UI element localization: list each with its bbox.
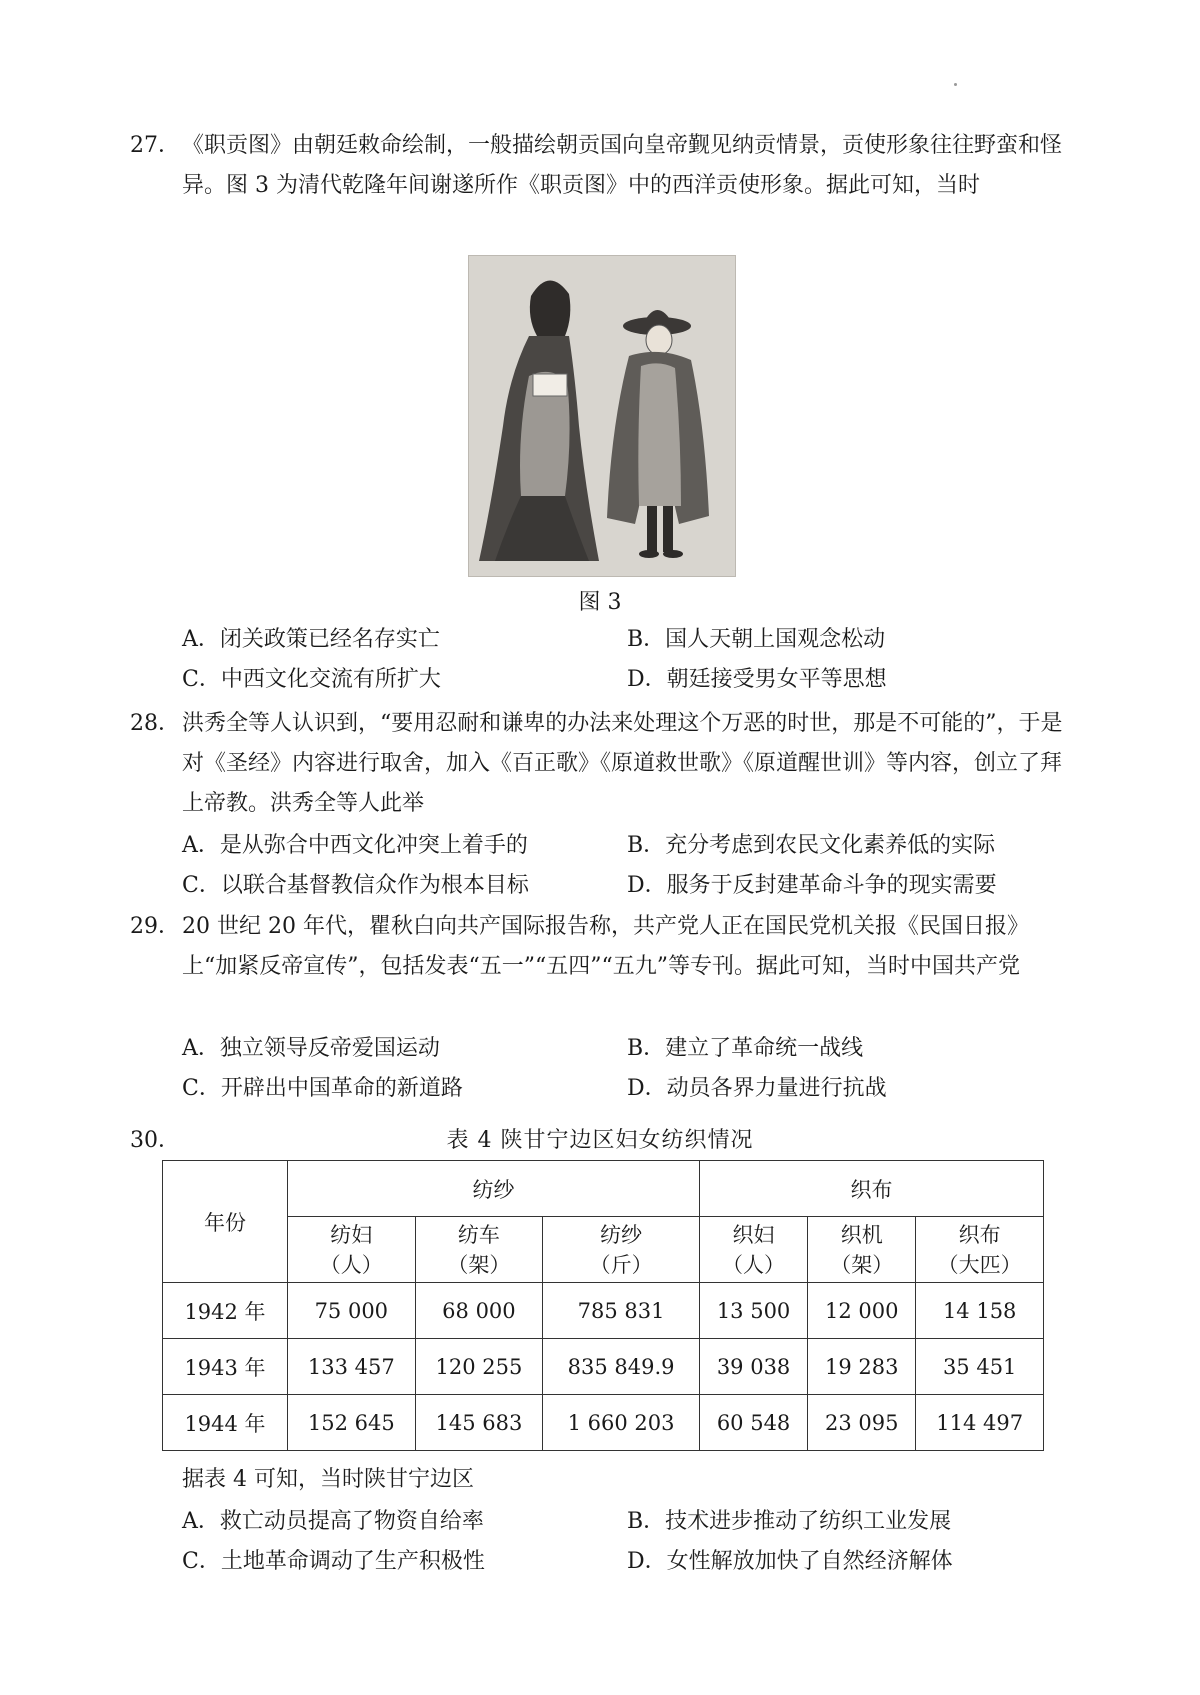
option-a[interactable]: A．独立领导反帝爱国运动 [182,1036,440,1061]
table-row [163,1283,1044,1339]
table-cell: 75 000 [288,1283,416,1339]
table-cell: 1942 年 [163,1283,288,1339]
question-number: 29． [130,914,180,939]
option-b[interactable]: B．充分考虑到农民文化素养低的实际 [627,833,996,858]
column-header: 纺纱 （斤） [543,1217,700,1283]
table-cell: 835 849.9 [543,1339,700,1395]
question-number: 27． [130,133,180,158]
table-cell: 133 457 [288,1339,416,1395]
table-cell: 145 683 [415,1395,543,1451]
option-d[interactable]: D．女性解放加快了自然经济解体 [627,1549,953,1574]
options-28 [182,826,1072,906]
table-cell: 39 038 [699,1339,807,1395]
question-27 [130,126,1070,206]
group-header-spinning: 纺纱 [288,1161,700,1217]
option-c[interactable]: C．开辟出中国革命的新道路 [182,1076,463,1101]
option-a[interactable]: A．闭关政策已经名存实亡 [182,627,440,652]
option-d[interactable]: D．服务于反封建革命斗争的现实需要 [627,873,997,898]
table-cell: 12 000 [808,1283,916,1339]
option-a[interactable]: A．救亡动员提高了物资自给率 [182,1509,484,1534]
question-stem: 《职贡图》由朝廷敕命绘制，一般描绘朝贡国向皇帝觐见纳贡情景，贡使形象往往野蛮和怪异。图 3 为清代乾隆年间谢遂所作《职贡图》中的西洋贡使形象。据此可知，当时 [182,133,1063,198]
table-row [163,1339,1044,1395]
table-title: 表 4 陕甘宁边区妇女纺织情况 [446,1128,754,1153]
table-cell: 68 000 [415,1283,543,1339]
column-header: 织机 （架） [808,1217,916,1283]
question-number: 30． [130,1128,180,1153]
table-cell: 120 255 [415,1339,543,1395]
scan-dot [954,83,957,86]
option-d[interactable]: D．朝廷接受男女平等思想 [627,667,887,692]
question-29 [130,907,1070,987]
table-cell: 114 497 [916,1395,1044,1451]
group-header-weaving: 织布 [699,1161,1043,1217]
option-b[interactable]: B．技术进步推动了纺织工业发展 [627,1509,952,1534]
tribute-envoys-illustration [468,255,736,577]
table-cell: 19 283 [808,1339,916,1395]
option-c[interactable]: C．中西文化交流有所扩大 [182,667,441,692]
question-number: 28． [130,711,180,736]
table-cell: 35 451 [916,1339,1044,1395]
table-cell: 1943 年 [163,1339,288,1395]
table-cell: 13 500 [699,1283,807,1339]
table-cell: 152 645 [288,1395,416,1451]
column-header: 织妇 （人） [699,1217,807,1283]
table-cell: 60 548 [699,1395,807,1451]
table-cell: 785 831 [543,1283,700,1339]
table-cell: 14 158 [916,1283,1044,1339]
option-a[interactable]: A．是从弥合中西文化冲突上着手的 [182,833,528,858]
question-28 [130,704,1070,824]
year-header: 年份 [163,1161,288,1283]
options-27 [182,620,1072,700]
table-row [163,1395,1044,1451]
column-header: 纺车 （架） [415,1217,543,1283]
column-header: 织布 （大匹） [916,1217,1044,1283]
option-d[interactable]: D．动员各界力量进行抗战 [627,1076,887,1101]
option-b[interactable]: B．国人天朝上国观念松动 [627,627,886,652]
table-cell: 1 660 203 [543,1395,700,1451]
column-header: 纺妇 （人） [288,1217,416,1283]
figure-caption: 图 3 [578,590,622,615]
question-stem: 20 世纪 20 年代，瞿秋白向共产国际报告称，共产党人正在国民党机关报《民国日报》上“加紧反帝宣传”，包括发表“五一”“五四”“五九”等专刊。据此可知，当时中国共产党 [182,914,1029,979]
spinning-weaving-table [162,1160,1044,1451]
table-cell: 23 095 [808,1395,916,1451]
question-stem: 洪秀全等人认识到，“要用忍耐和谦卑的办法来处理这个万恶的时世，那是不可能的”，于是对《圣经》内容进行取舍，加入《百正歌》《原道救世歌》《原道醒世训》等内容，创立了拜上帝教。洪秀全等人此举 [182,711,1063,816]
options-30 [182,1502,1072,1582]
option-c[interactable]: C．以联合基督教信众作为根本目标 [182,873,529,898]
table-cell: 1944 年 [163,1395,288,1451]
question-30-stem: 据表 4 可知，当时陕甘宁边区 [182,1467,474,1492]
option-c[interactable]: C．土地革命调动了生产积极性 [182,1549,485,1574]
option-b[interactable]: B．建立了革命统一战线 [627,1036,864,1061]
options-29 [182,1029,1072,1109]
